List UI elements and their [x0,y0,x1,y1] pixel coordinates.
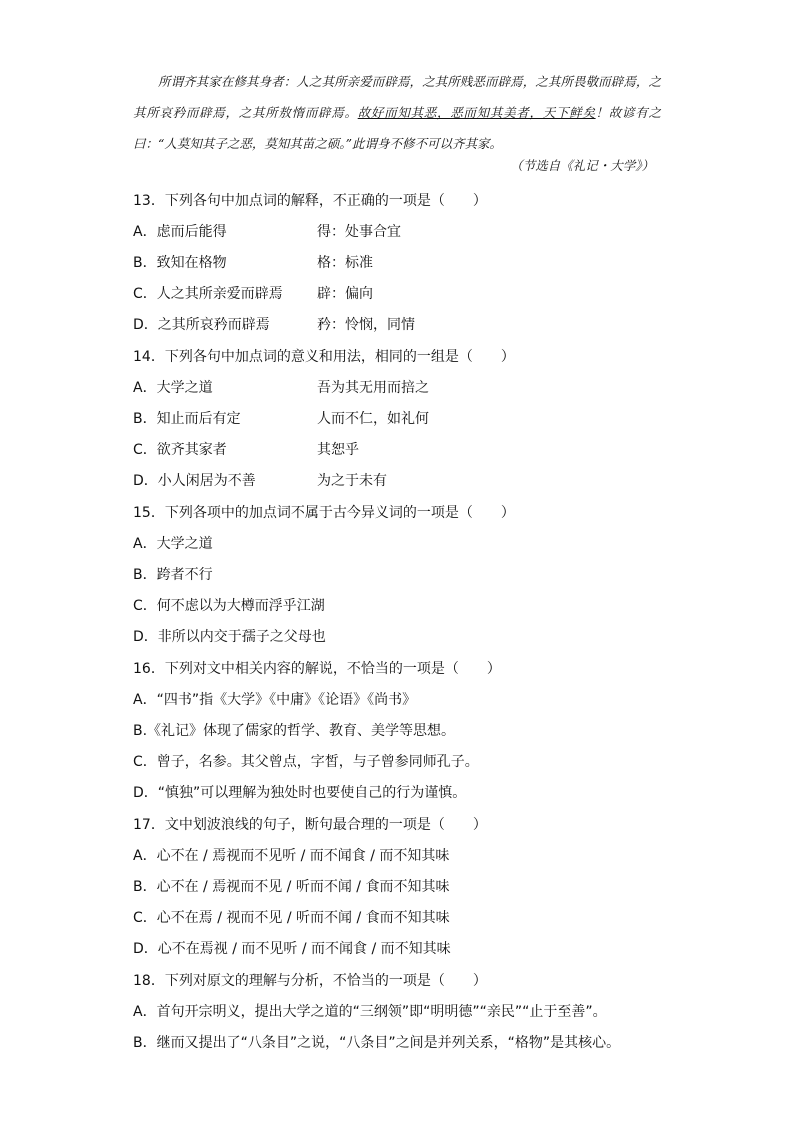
question-17-stem: 17．文中划波浪线的句子，断句最合理的一项是（ ） [133,817,487,833]
option-14b [133,409,429,429]
option-14c [133,440,359,460]
underlined-sentence: 故好而知其恶，恶而知其美者，天下鲜矣 [357,105,596,120]
option-17b: B．心不在 / 焉视而不见 / 听而不闻 / 食而不知其味 [133,879,450,895]
option-14d [133,471,387,491]
option-16b: B.《礼记》体现了儒家的哲学、教育、美学等思想。 [133,723,456,739]
option-text: B．知止而后有定 [133,411,241,427]
option-text: D．之其所哀矜而辟焉 [133,317,270,333]
option-text: B．致知在格物 [133,255,227,271]
option-text: A．虑而后能得 [133,224,227,240]
option-gloss: 人而不仁，如礼何 [317,411,429,427]
option-text: C．欲齐其家者 [133,442,227,458]
option-13b [133,253,373,273]
option-text: A．大学之道 [133,380,213,396]
question-16-stem: 16．下列对文中相关内容的解说，不恰当的一项是（ ） [133,661,501,677]
passage-segment: 所谓齐其家在修其身者：人之其所亲爱而辟焉，之其所贱恶而辟焉，之其所畏敬而辟焉，之其所哀矜而辟焉，之其所敖惰而辟焉。 [133,74,661,120]
option-17d: D．心不在焉视 / 而不见听 / 而不闻食 / 而不知其味 [133,941,451,957]
option-13d [133,315,415,335]
question-14-stem: 14．下列各句中加点词的意义和用法，相同的一组是（ ） [133,349,515,365]
option-15a: A．大学之道 [133,536,213,552]
option-gloss: 为之于未有 [317,473,387,489]
option-13c [133,284,373,304]
option-gloss: 其恕乎 [317,442,359,458]
option-16d: D．“慎独”可以理解为独处时也要使自己的行为谨慎。 [133,785,467,801]
option-text: D．小人闲居为不善 [133,473,256,489]
option-16a: A．“四书”指《大学》《中庸》《论语》《尚书》 [133,692,417,708]
option-17a: A．心不在 / 焉视而不见听 / 而不闻食 / 而不知其味 [133,848,450,864]
question-15-stem: 15．下列各项中的加点词不属于古今异义词的一项是（ ） [133,505,515,521]
option-gloss: 矜：怜悯，同情 [317,317,415,333]
option-18a: A．首句开宗明义，提出大学之道的“三纲领”即“明明德”“亲民”“止于至善”。 [133,1004,607,1020]
option-14a [133,378,429,398]
question-13-stem: 13．下列各句中加点词的解释，不正确的一项是（ ） [133,193,487,209]
passage-source: （节选自《礼记・大学》） [510,158,654,173]
option-16c: C．曾子，名参。其父曾点，字皙，与子曾参同师孔子。 [133,754,479,770]
option-17c: C．心不在焉 / 视而不见 / 听而不闻 / 食而不知其味 [133,910,450,926]
question-18-stem: 18．下列对原文的理解与分析，不恰当的一项是（ ） [133,973,487,989]
passage-segment: ！故谚有之曰：“人莫知其子之恶，莫知其苗之硕。”此谓身不修不可以齐其家。 [133,105,661,151]
option-gloss: 辟：偏向 [317,286,373,302]
option-15b: B．跨者不行 [133,567,213,583]
option-15d: D．非所以内交于孺子之父母也 [133,629,326,645]
option-15c: C．何不虑以为大樽而浮乎江湖 [133,598,325,614]
passage-text [133,66,661,159]
option-13a [133,222,401,242]
option-18b: B．继而又提出了“八条目”之说，“八条目”之间是并列关系，“格物”是其核心。 [133,1035,621,1051]
option-gloss: 吾为其无用而掊之 [317,380,429,396]
option-text: C．人之其所亲爱而辟焉 [133,286,283,302]
option-gloss: 得：处事合宜 [317,224,401,240]
option-gloss: 格：标准 [317,255,373,271]
